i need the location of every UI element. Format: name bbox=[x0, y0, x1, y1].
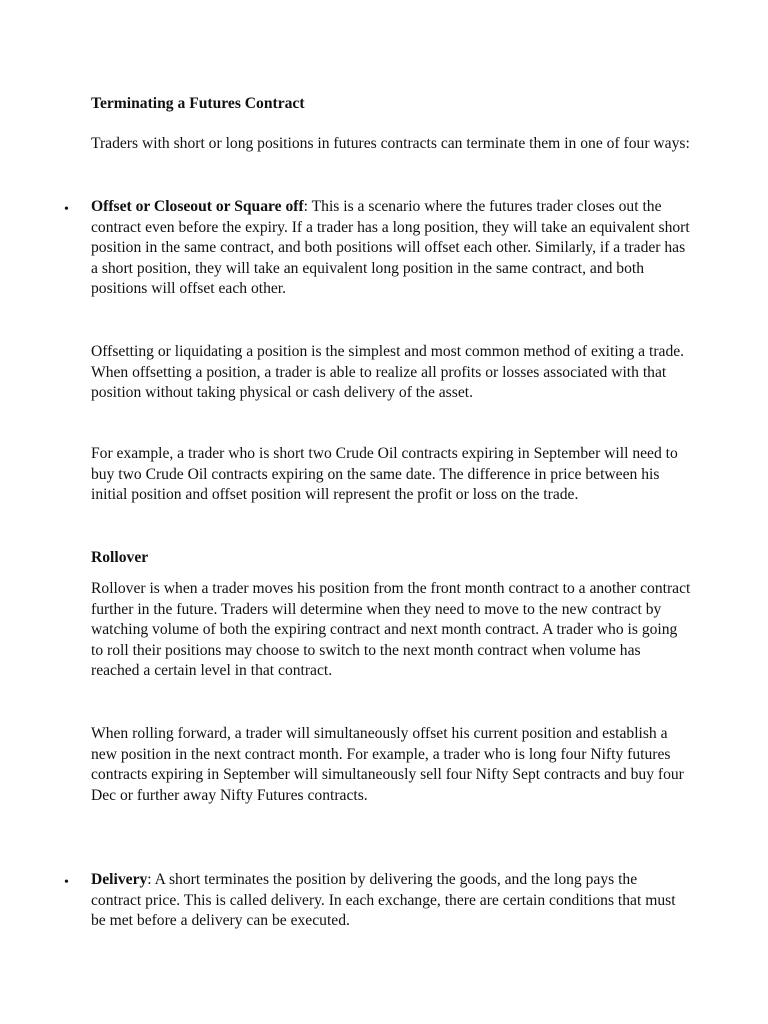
offset-term: Offset or Closeout or Square off bbox=[91, 198, 304, 215]
delivery-paragraph bbox=[91, 870, 691, 932]
document-title: Terminating a Futures Contract bbox=[91, 95, 305, 112]
bullet-delivery: • bbox=[64, 875, 69, 890]
rollover-paragraph-2: When rolling forward, a trader will simultaneously offset his current position and establish a new position in the next contract month. For example, a trader who is long four Nifty futures contracts expiring in September will simultaneously sell four Nifty Sept contracts and buy four Dec or further away Nifty Futures contracts. bbox=[91, 725, 684, 804]
offset-sep: : bbox=[303, 198, 309, 215]
intro-paragraph: Traders with short or long positions in futures contracts can terminate them in one of four ways: bbox=[91, 135, 690, 152]
offset-text: This is a scenario where the futures trader closes out the contract even before the expiry. If a trader has a long position, they will take an equivalent short position in the same contract, and both positions will offset each other. Similarly, if a trader has a short position, they will take an equivalent long position in the same contract, and both positions will offset each other. bbox=[91, 198, 690, 298]
delivery-term: Delivery bbox=[91, 871, 148, 888]
rollover-heading: Rollover bbox=[91, 549, 149, 566]
offset-paragraph-2: Offsetting or liquidating a position is the simplest and most common method of exiting a trade. When offsetting a position, a trader is able to realize all profits or losses associated with that position without taking physical or cash delivery of the asset. bbox=[91, 343, 685, 402]
delivery-text: A short terminates the position by delivering the goods, and the long pays the contract price. This is called delivery. In each exchange, there are certain conditions that must be met before a delivery can be executed. bbox=[91, 871, 676, 930]
delivery-sep: : bbox=[147, 871, 152, 888]
bullet-offset: • bbox=[64, 202, 69, 217]
offset-paragraph-3: For example, a trader who is short two Crude Oil contracts expiring in September will need to buy two Crude Oil contracts expiring on the same date. The difference in price between his initial position and offset position will represent the profit or loss on the trade. bbox=[91, 445, 678, 504]
offset-paragraph bbox=[91, 197, 691, 300]
rollover-paragraph-1: Rollover is when a trader moves his position from the front month contract to a another contract further in the future. Traders will determine when they need to move to the new contract by watching volume of both the expiring contract and next month contract. A trader who is going to roll their positions may choose to switch to the next month contract when volume has reached a certain level in that contract. bbox=[91, 580, 691, 680]
